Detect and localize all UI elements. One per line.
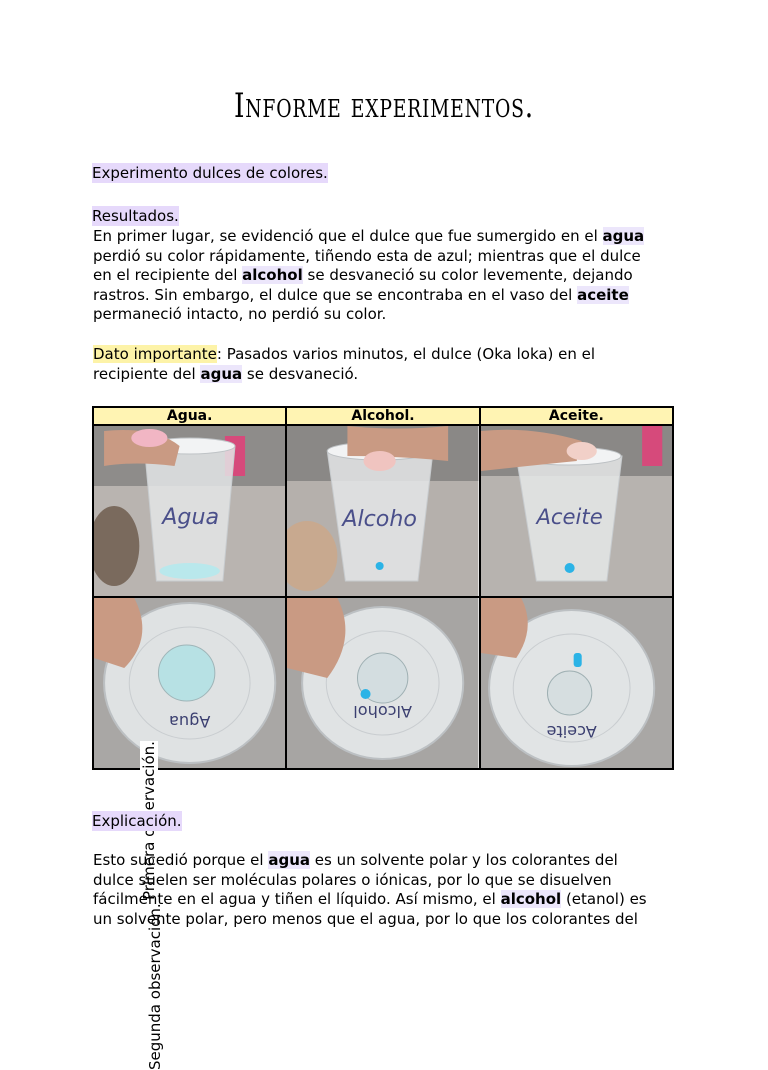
keyword-aceite: aceite [577, 285, 629, 304]
keyword-alcohol: alcohol [242, 266, 303, 285]
observation-table [92, 406, 674, 770]
explanation-text-1a: Esto sucedió porque el [93, 851, 269, 869]
photo-alcohol-bottom [287, 598, 478, 768]
results-text-1e: rastros. Sin embargo, el dulce que se encontraba en el vaso del [93, 285, 578, 304]
bottom-label-aceite: Aceite [546, 722, 597, 741]
header-alcohol: Alcohol. [286, 407, 479, 425]
photo-aceite-side [481, 426, 672, 596]
results-heading: Resultados. [92, 207, 179, 225]
dato-colon: : [216, 345, 222, 363]
page-title: Informe experimentos. [234, 86, 534, 126]
keyword-agua: agua [602, 227, 645, 245]
keyword-agua-2: agua [200, 364, 243, 383]
explanation-paragraph [93, 851, 683, 929]
cup-label-agua: Agua [162, 505, 220, 530]
explanation-text-2: dulce suelen ser moléculas polares o iónicas, por lo que se disuelven [93, 870, 612, 889]
results-text-1f: permaneció intacto, no perdió su color. [93, 305, 387, 324]
results-paragraph [93, 227, 683, 325]
bottom-label-agua: Agua [169, 712, 211, 731]
header-agua: Agua. [93, 407, 286, 425]
explanation-text-3b: (etanol) es [561, 890, 647, 909]
keyword-agua-3: agua [268, 851, 311, 869]
dato-text-c: se desvaneció. [242, 364, 359, 383]
bottom-label-alcohol: Alcohol [353, 702, 413, 721]
dato-text-b: recipiente del [93, 364, 201, 383]
photo-aceite-bottom [481, 598, 672, 768]
keyword-alcohol-2: alcohol [500, 890, 562, 909]
explanation-heading: Explicación. [92, 812, 182, 830]
results-text-1b: perdió su color rápidamente, tiñendo esta de azul; mientras que el dulce [93, 246, 641, 265]
caption-segunda-observacion: Segunda observación. [146, 903, 164, 1070]
results-text-1a: En primer lugar, se evidenció que el dulce que fue sumergido en el [93, 227, 603, 245]
photo-alcohol-side [287, 426, 478, 596]
dato-text-a: Pasados varios minutos, el dulce (Oka loka) en el [221, 345, 596, 363]
dato-paragraph [93, 345, 683, 384]
experiment-heading: Experimento dulces de colores. [92, 164, 328, 182]
photo-agua-side [94, 426, 285, 596]
cup-label-alcohol: Alcoho [342, 507, 418, 532]
results-text-1d: se desvaneció su color levemente, dejando [302, 266, 633, 285]
dato-label: Dato importante [93, 345, 217, 363]
explanation-text-1b: es un solvente polar y los colorantes del [310, 851, 618, 869]
photo-agua-bottom [94, 598, 285, 768]
explanation-text-4: un solvente polar, pero menos que el agua, por lo que los colorantes del [93, 909, 638, 928]
header-aceite: Aceite. [480, 407, 673, 425]
cup-label-aceite: Aceite [536, 504, 603, 529]
results-text-1c: en el recipiente del [93, 266, 243, 285]
explanation-text-3a: fácilmente en el agua y tiñen el líquido. Así mismo, el [93, 890, 501, 909]
